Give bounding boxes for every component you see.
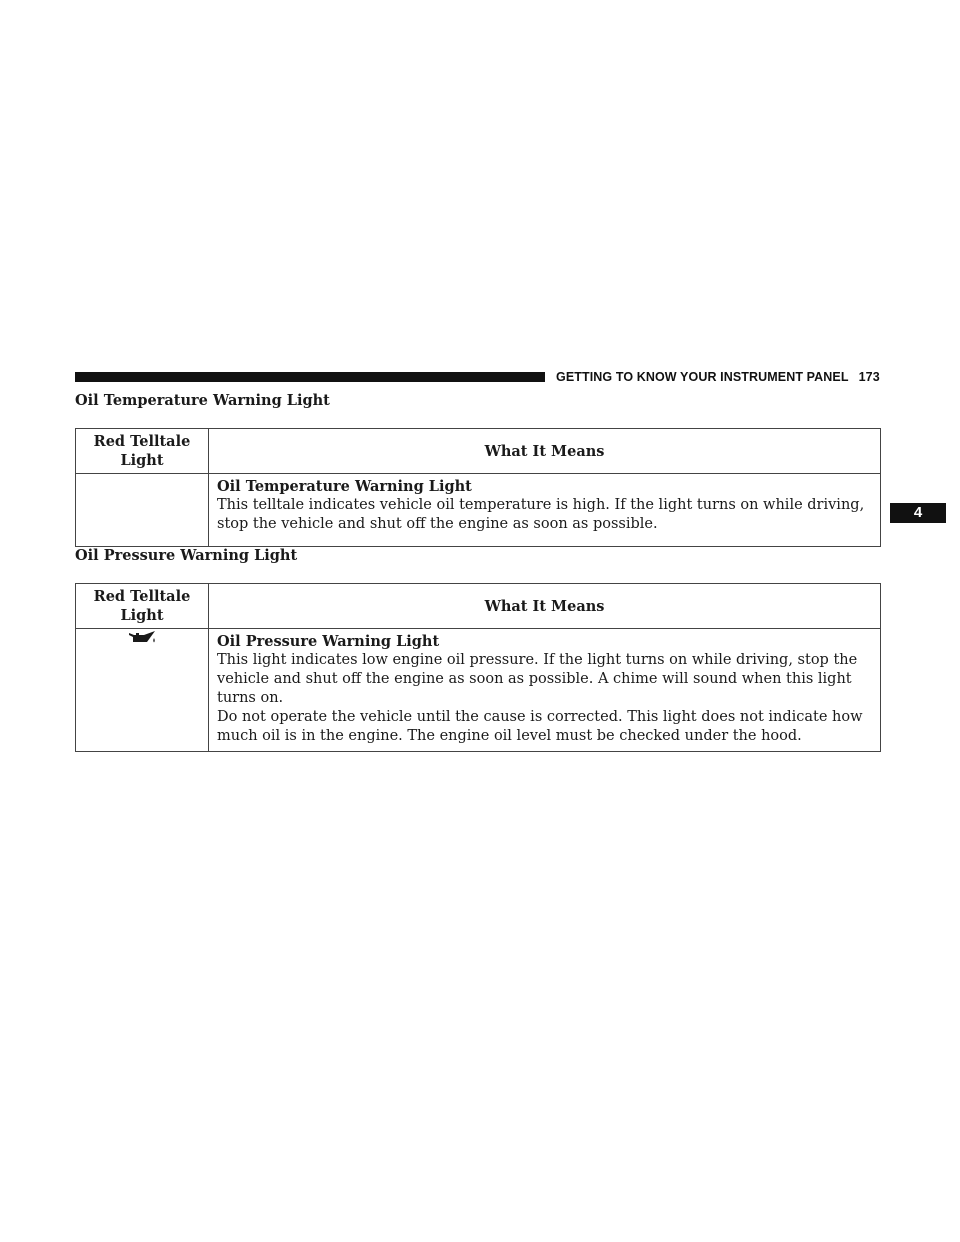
chapter-tab: 4 [890, 503, 946, 523]
row-title: Oil Pressure Warning Light [217, 633, 440, 650]
table-header-row [76, 429, 881, 474]
meaning-text: This light indicates low engine oil pressure. If the light turns on while driving, stop the vehicle and shut off the engine as soon as possible. A chime will sound when this light turns on. [217, 652, 858, 706]
telltale-table-oil-temperature [75, 428, 881, 547]
meaning-text: Do not operate the vehicle until the cause is corrected. This light does not indicate how much oil is in the engine. The engine oil level must be checked under the hood. [217, 709, 863, 744]
section-title-oil-pressure: Oil Pressure Warning Light [75, 547, 298, 564]
oil-can-icon [127, 630, 157, 646]
meaning-text: This telltale indicates vehicle oil temperature is high. If the light turns on while driving, stop the vehicle and shut off the engine as soon as possible. [217, 497, 865, 532]
row-title: Oil Temperature Warning Light [217, 478, 472, 495]
telltale-icon-cell [76, 629, 209, 752]
table-row [76, 474, 881, 547]
telltale-table-oil-pressure [75, 583, 881, 752]
running-header [556, 370, 881, 384]
col-header-telltale: Red Telltale Light [76, 584, 209, 629]
meaning-cell [209, 474, 881, 547]
meaning-cell [209, 629, 881, 752]
table-header-row [76, 584, 881, 629]
col-header-meaning: What It Means [209, 429, 881, 474]
page-number: 173 [858, 370, 880, 384]
section-title-oil-temperature: Oil Temperature Warning Light [75, 392, 330, 409]
col-header-meaning: What It Means [209, 584, 881, 629]
header-title: GETTING TO KNOW YOUR INSTRUMENT PANEL [556, 370, 849, 384]
telltale-icon-cell [76, 474, 209, 547]
col-header-telltale: Red Telltale Light [76, 429, 209, 474]
table-row [76, 629, 881, 752]
header-bar [75, 372, 545, 382]
